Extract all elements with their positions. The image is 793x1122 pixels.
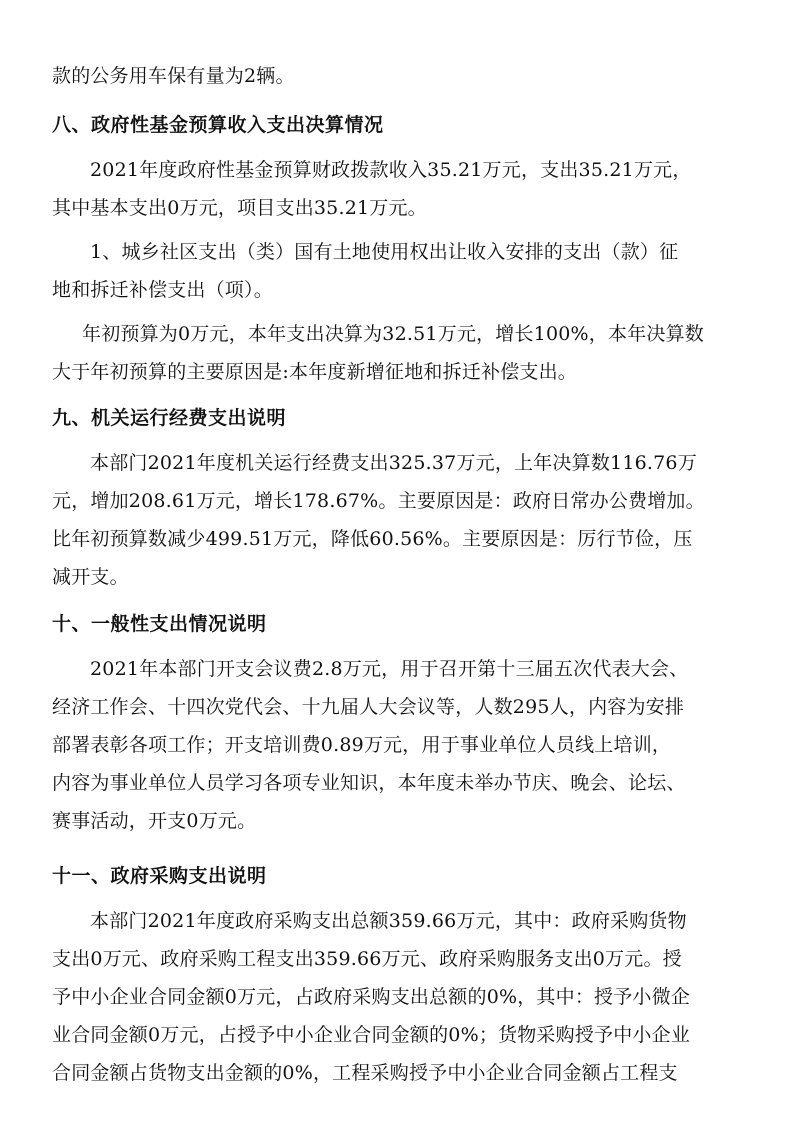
- text-line: 支出0万元、政府采购工程支出359.66万元、政府采购服务支出0万元。授: [52, 948, 682, 970]
- text-line: 2021年本部门开支会议费2.8万元，用于召开第十三届五次代表大会、: [90, 658, 689, 680]
- paragraph-urban-rural: [52, 233, 752, 309]
- section-heading-9: 九、机关运行经费支出说明: [52, 407, 287, 429]
- paragraph-general-expenses: [52, 650, 752, 840]
- text-line: 比年初预算数减少499.51万元，降低60.56%。主要原因是：厉行节俭，压: [52, 528, 693, 550]
- text-line: 2021年度政府性基金预算财政拨款收入35.21万元，支出35.21万元，: [90, 159, 692, 181]
- text-line: 部署表彰各项工作；开支培训费0.89万元，用于事业单位人员线上培训，: [52, 734, 672, 756]
- section-heading-8: 八、政府性基金预算收入支出决算情况: [52, 114, 384, 136]
- text-line: 予中小企业合同金额0万元，占政府采购支出总额的0%，其中：授予小微企: [52, 986, 691, 1008]
- text-line: 本部门2021年度政府采购支出总额359.66万元，其中：政府采购货物: [90, 910, 687, 932]
- text-line: 大于年初预算的主要原因是:本年度新增征地和拆迁补偿支出。: [52, 361, 578, 383]
- paragraph-annual-budget: [52, 315, 752, 391]
- text-line: 地和拆迁补偿支出（项）。: [52, 279, 273, 301]
- text-line: 合同金额占货物支出金额的0%，工程采购授予中小企业合同金额占工程支: [52, 1062, 678, 1084]
- text-line: 款的公务用车保有量为2辆。: [52, 65, 295, 87]
- text-line: 业合同金额0万元，占授予中小企业合同金额的0%；货物采购授予中小企业: [52, 1024, 691, 1046]
- text-line: 元，增加208.61万元，增长178.67%。主要原因是：政府日常办公费增加。: [52, 490, 705, 512]
- paragraph-fund-budget: [52, 151, 752, 227]
- text-line: 其中基本支出0万元，项目支出35.21万元。: [52, 197, 427, 219]
- text-line: 减开支。: [52, 566, 129, 588]
- paragraph-procurement: [52, 902, 752, 1092]
- text-line: 1、城乡社区支出（类）国有土地使用权出让收入安排的支出（款）征: [90, 241, 679, 263]
- text-line: 内容为事业单位人员学习各项专业知识，本年度未举办节庆、晚会、论坛、: [52, 772, 686, 794]
- paragraph-vehicle-tail: [52, 57, 752, 95]
- section-heading-10: 十、一般性支出情况说明: [52, 613, 267, 635]
- paragraph-operating-expenses: [52, 444, 752, 596]
- text-line: 年初预算为0万元，本年支出决算为32.51万元，增长100%，本年决算数: [82, 323, 705, 345]
- text-line: 本部门2021年度机关运行经费支出325.37万元，上年决算数116.76万: [90, 452, 697, 474]
- text-line: 赛事活动，开支0万元。: [52, 810, 257, 832]
- text-line: 经济工作会、十四次党代会、十九届人大会议等，人数295人，内容为安排: [52, 696, 685, 718]
- section-heading-11: 十一、政府采购支出说明: [52, 865, 267, 887]
